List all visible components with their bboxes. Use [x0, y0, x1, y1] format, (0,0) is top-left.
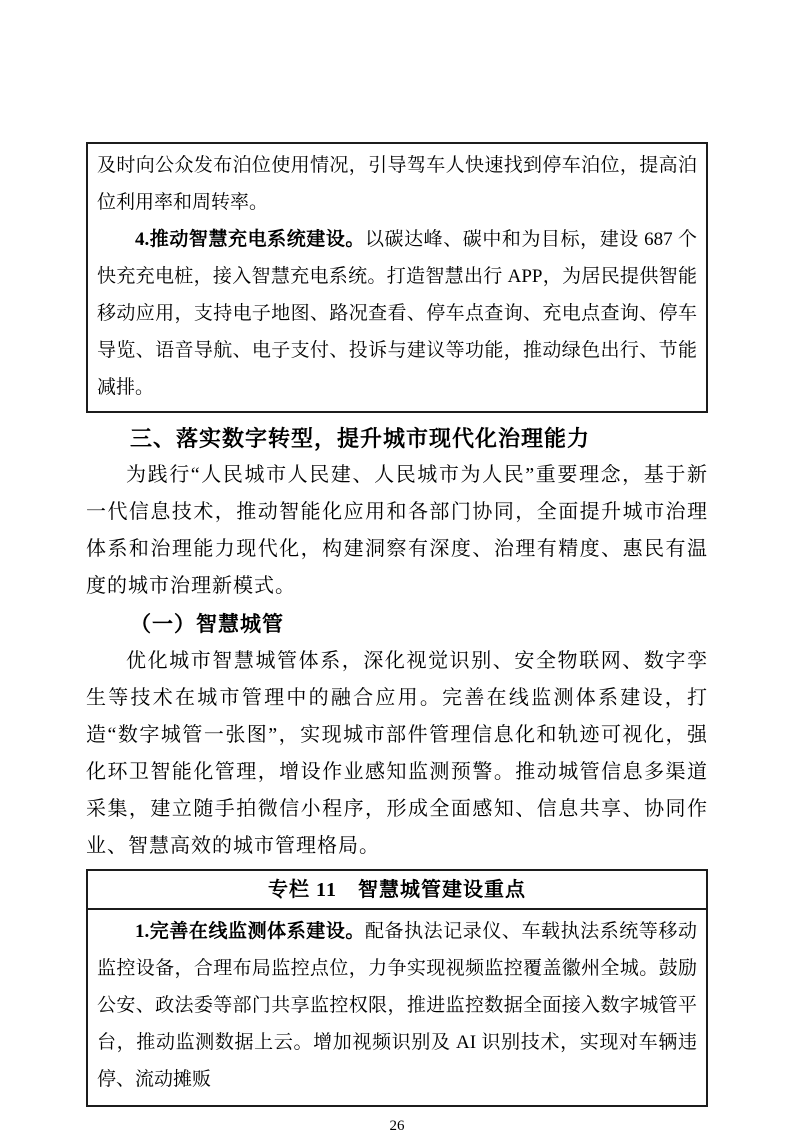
column-box-paragraph-1: [97, 913, 697, 1098]
paragraph-text: 以碳达峰、碳中和为目标，建设 687 个快充充电桩，接入智慧充电系统。打造智慧出行 APP，为居民提供智能移动应用，支持电子地图、路况查看、停车点查询、充电点查询、停车导览、语音导航、电子支付、投诉与建议等功能，推动绿色出行、节能减排。: [97, 229, 697, 398]
column-box-body: [88, 910, 706, 1105]
page-number: 26: [389, 1118, 405, 1134]
continuation-paragraph-2: [97, 221, 697, 406]
paragraph-bold-lead: 4.推动智慧充电系统建设。: [135, 229, 365, 250]
page-content: [86, 142, 708, 1136]
continuation-box: [86, 142, 708, 413]
section-intro-paragraph: 为践行“人民城市人民建、人民城市为人民”重要理念，基于新一代信息技术，推动智能化应用和各部门协同，全面提升城市治理体系和治理能力现代化，构建洞察有深度、治理有精度、惠民有温度的城市治理新模式。: [86, 464, 708, 597]
continuation-paragraph-1: 及时向公众发布泊位使用情况，引导驾车人快速找到停车泊位，提高泊位利用率和周转率。: [97, 155, 697, 213]
subsection-heading: （一）智慧城管: [130, 612, 284, 636]
page-footer: [86, 1116, 708, 1136]
subsection-paragraph: 优化城市智慧城管体系，深化视觉识别、安全物联网、数字孪生等技术在城市管理中的融合应用。完善在线监测体系建设，打造“数字城管一张图”，实现城市部件管理信息化和轨迹可视化，强化环卫智能化管理，增设作业感知监测预警。推动城管信息多渠道采集，建立随手拍微信小程序，形成全面感知、信息共享、协同作业、智慧高效的城市管理格局。: [86, 650, 708, 857]
column-box-title: 专栏 11 智慧城管建设重点: [88, 871, 706, 910]
paragraph-text: 配备执法记录仪、车载执法系统等移动监控设备，合理布局监控点位，力争实现视频监控覆盖徽州全城。鼓励公安、政法委等部门共享监控权限，推进监控数据全面接入数字城管平台，推动监测数据上云。增加视频识别及 AI 识别技术，实现对车辆违停、流动摊贩: [97, 921, 697, 1090]
section-heading: 三、落实数字转型，提升城市现代化治理能力: [130, 426, 591, 451]
column-box: [86, 869, 708, 1107]
paragraph-bold-lead: 1.完善在线监测体系建设。: [135, 921, 365, 942]
